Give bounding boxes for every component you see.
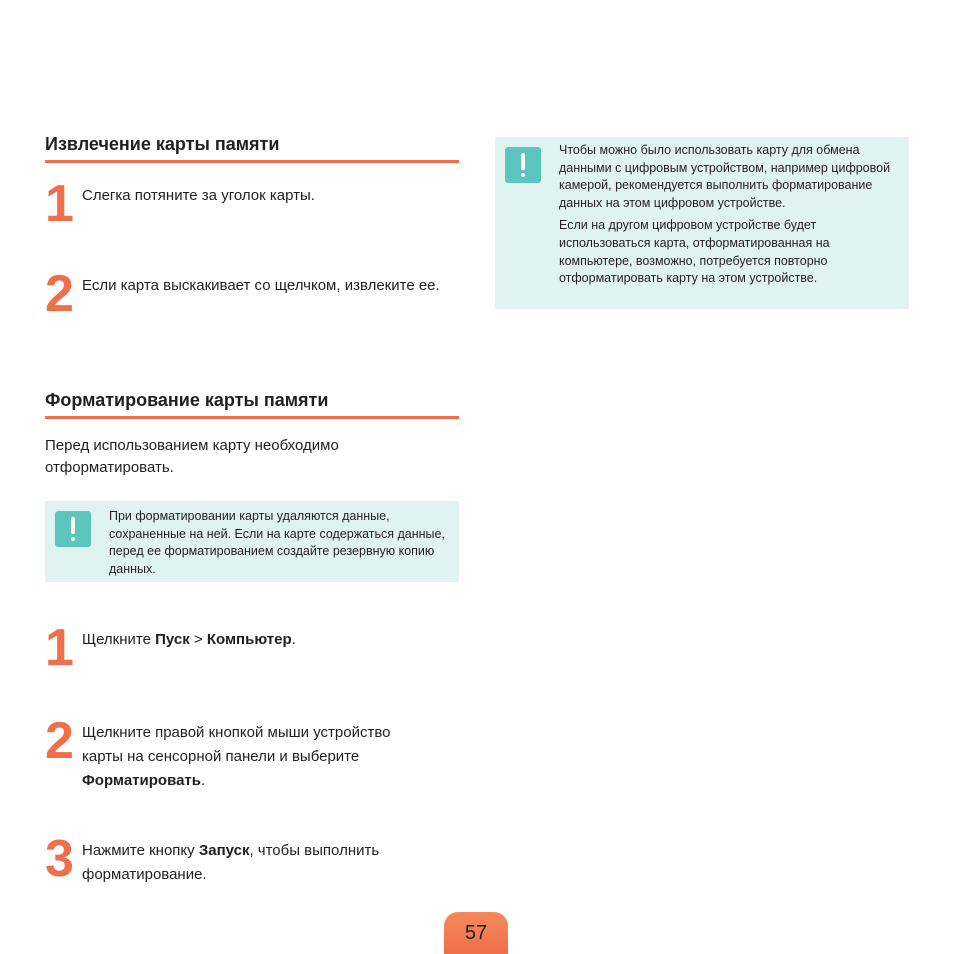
step-text: Нажмите кнопку Запуск, чтобы выполнить форматирование. [82,842,380,883]
side-info-note [495,137,909,309]
computer-label: Компьютер [206,631,292,648]
remove-step-2 [45,265,459,334]
format-warning-note [45,501,459,582]
step-text: Если карта выскакивает со щелчком, извлеките ее. [82,277,440,294]
step-number: 2 [45,712,74,770]
format-command-label: Форматировать [82,772,201,789]
step-number: 2 [45,265,74,323]
section-title-format-card: Форматирование карты памяти [45,389,459,419]
step-number: 3 [45,830,74,888]
page-number: 57 [444,912,508,954]
start-button-label: Запуск [198,842,250,859]
step-text: Слегка потяните за уголок карты. [82,187,315,204]
exclamation-icon [505,147,541,183]
format-step-1 [45,619,459,688]
side-info-paragraph-1: Чтобы можно было использовать карту для обмена данными с цифровым устройством, например цифровой камерой, рекомендуется выполнить форматирование данных на этом цифровом устройстве. [559,143,891,210]
side-info-paragraph-2: Если на другом цифровом устройстве будет использоваться карта, отформатированная на компьютере, возможно, потребуется повторно отформатировать карту на этом устройстве. [559,218,830,286]
step-number: 1 [45,619,74,677]
step-number: 1 [45,175,74,233]
start-menu-label: Пуск [155,631,190,648]
step-text: Щелкните Пуск > Компьютер. [82,631,296,648]
remove-step-1 [45,175,459,244]
section-title-remove-card: Извлечение карты памяти [45,133,459,163]
format-step-2 [45,712,459,801]
side-info-text [559,142,894,293]
format-warning-text: При форматировании карты удаляются данные, сохраненные на ней. Если на карте содержаться данные, перед ее форматированием создайте резервную копию данных. [109,509,445,576]
format-intro-text: Перед использованием карту необходимо отформатировать. [45,437,339,476]
exclamation-icon [55,511,91,547]
format-step-3 [45,830,459,899]
step-text: Щелкните правой кнопкой мыши устройство карты на сенсорной панели и выберите Форматировать. [82,724,391,789]
